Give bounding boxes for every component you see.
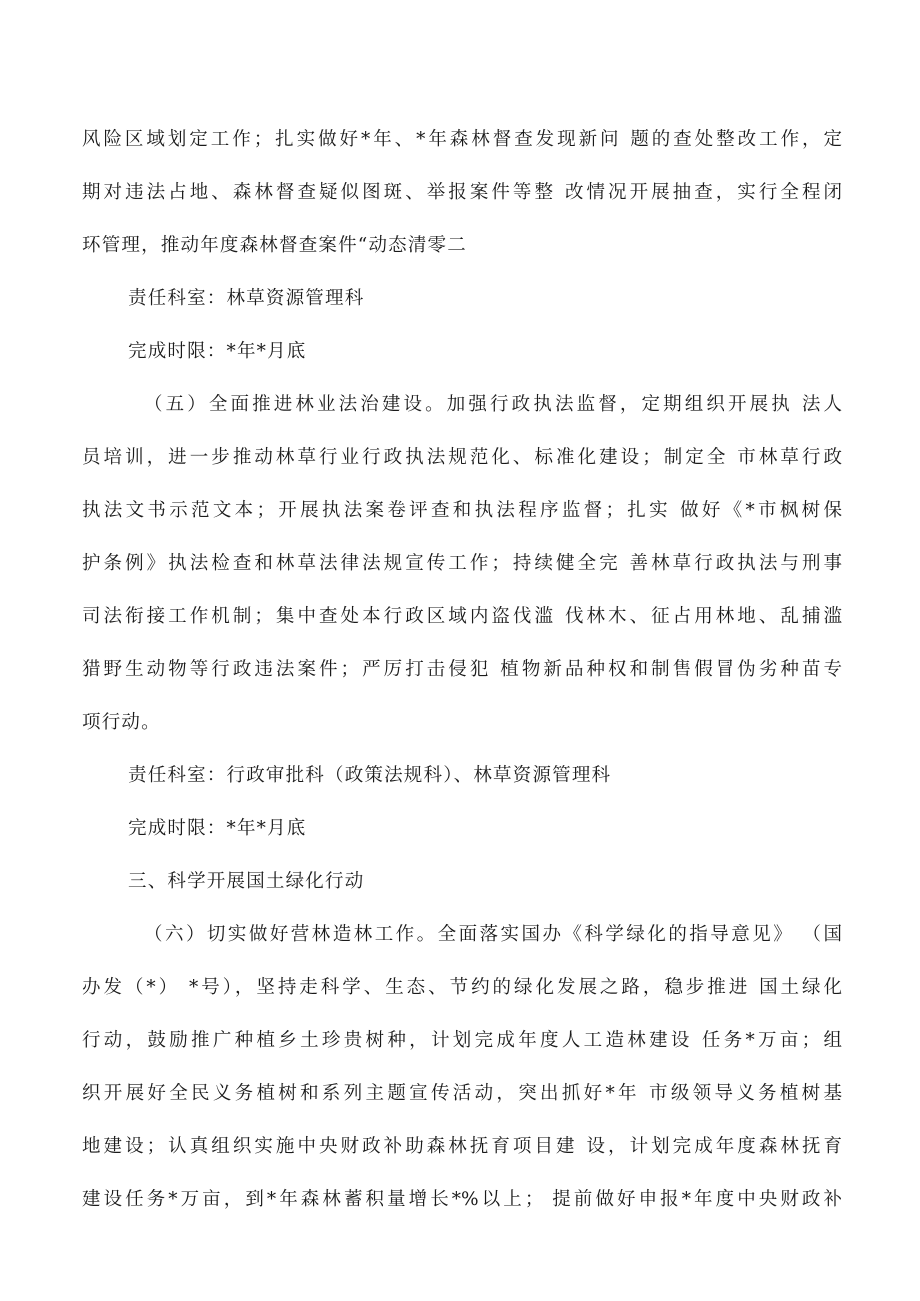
paragraph-line: 员培训，进一步推动林草行业行政执法规范化、标准化建设；制定全 市林草行政 xyxy=(82,447,842,468)
paragraph-line: 环管理，推动年度森林督查案件“动态清零二 xyxy=(82,235,467,256)
responsible-office: 责任科室：行政审批科（政策法规科）、林草资源管理科 xyxy=(128,765,612,786)
paragraph-line: 风险区域划定工作；扎实做好*年、*年森林督查发现新问 题的查处整改工作，定 xyxy=(82,129,842,150)
paragraph-line: 行动，鼓励推广种植乡土珍贵树种，计划完成年度人工造林建设 任务*万亩；组 xyxy=(82,1030,842,1051)
paragraph-line: （六）切实做好营林造林工作。全面落实国办《科学绿化的指导意见》 （国 xyxy=(144,924,842,945)
paragraph-line: （五）全面推进林业法治建设。加强行政执法监督，定期组织开展执 法人 xyxy=(144,394,842,415)
paragraph-line: 建设任务*万亩，到*年森林蓄积量增长*%以上； 提前做好申报*年度中央财政补 xyxy=(82,1189,842,1210)
paragraph-line: 猎野生动物等行政违法案件；严厉打击侵犯 植物新品种权和制售假冒伪劣种苗专 xyxy=(82,659,842,680)
section-heading: 三、科学开展国土绿化行动 xyxy=(128,871,365,892)
paragraph-line: 司法衔接工作机制；集中查处本行政区域内盗伐滥 伐林木、征占用林地、乱捕滥 xyxy=(82,606,842,627)
paragraph-line: 织开展好全民义务植树和系列主题宣传活动，突出抓好*年 市级领导义务植树基 xyxy=(82,1083,842,1104)
deadline: 完成时限：*年*月底 xyxy=(128,341,307,362)
paragraph-line: 项行动。 xyxy=(82,712,161,733)
paragraph-line: 办发（*） *号），坚持走科学、生态、节约的绿化发展之路，稳步推进 国土绿化 xyxy=(82,977,842,998)
paragraph-line: 执法文书示范文本；开展执法案卷评查和执法程序监督；扎实 做好《*市枫树保 xyxy=(82,500,842,521)
responsible-office: 责任科室：林草资源管理科 xyxy=(128,288,365,309)
paragraph-line: 地建设；认真组织实施中央财政补助森林抚育项目建 设，计划完成年度森林抚育 xyxy=(82,1136,842,1157)
paragraph-line: 期对违法占地、森林督查疑似图斑、举报案件等整 改情况开展抽查，实行全程闭 xyxy=(82,182,842,203)
paragraph-line: 护条例》执法检查和林草法律法规宣传工作；持续健全完 善林草行政执法与刑事 xyxy=(82,553,842,574)
deadline: 完成时限：*年*月底 xyxy=(128,818,307,839)
